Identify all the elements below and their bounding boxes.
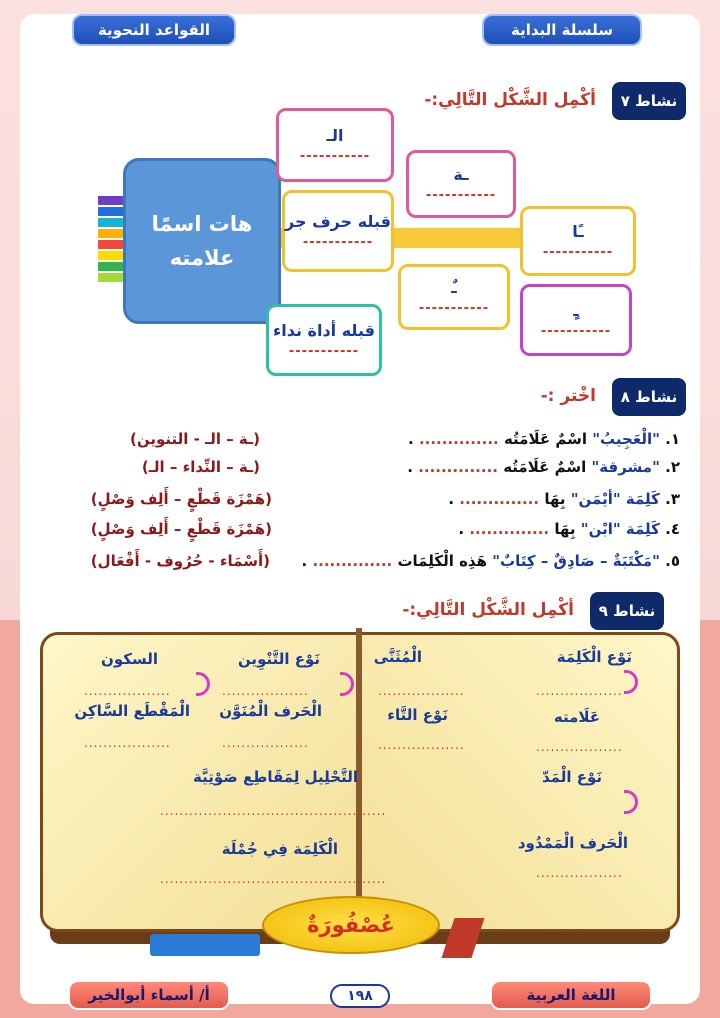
blank[interactable]: .................. [84, 736, 171, 750]
cell-in-sentence: الْكَلِمَة فِي جُمْلَة [221, 840, 338, 858]
blank[interactable]: .................. [84, 684, 171, 698]
header-right-title: سلسلة البداية [482, 14, 642, 46]
page-number: ١٩٨ [330, 984, 390, 1008]
center-box [123, 158, 281, 324]
activity7-title: أكْمِل الشَّكْل التَّالِي:- [424, 90, 596, 110]
blank[interactable]: .................. [536, 740, 623, 754]
cell-sign: عَلَامته [553, 708, 600, 726]
activity8-title: اخْتر :- [540, 386, 596, 406]
blank[interactable]: ----------- [288, 344, 360, 359]
box-taa: ـة ----------- [406, 150, 516, 218]
blank[interactable]: .................. [536, 684, 623, 698]
activity8-item-3: ٣. كَلِمَة "أيْمَن" بِهَا .............. . [448, 490, 680, 508]
blank[interactable]: ............................................... [160, 804, 387, 818]
activity8-options-5: (أَسْمَاء - حُرُوف - أَفْعَال) [90, 552, 270, 570]
blank[interactable]: .................. [222, 736, 309, 750]
cell-word-type: نَوْع الْكَلِمَة [556, 648, 632, 666]
cell-tanween-letter: الْحَرف الْمُنَوَّن [219, 702, 322, 720]
blank[interactable]: ----------- [425, 188, 497, 203]
footer-subject: اللغة العربية [490, 980, 652, 1010]
box-al: الـ ----------- [276, 108, 394, 182]
activity8-item-5: ٥. "مَكْتَبَةٌ – صَادِقٌ – كِتَابٌ" هَذِه الْكَلِمَات .............. . [301, 552, 680, 570]
center-text-2: علامته [169, 246, 235, 270]
activity8-item-2: ٢. "مشرقة" اسْمٌ عَلَامَتُه .............. . [407, 458, 680, 476]
activity8-tag: نشاط ٨ [612, 378, 686, 416]
blank[interactable]: .................. [222, 684, 309, 698]
blank[interactable]: ----------- [418, 301, 490, 316]
box-nidaa: قبله أداة نداء ----------- [266, 304, 382, 376]
blank[interactable]: .................. [378, 684, 465, 698]
activity9-tag: نشاط ٩ [590, 592, 664, 630]
header-left-title: القواعد النحوية [72, 14, 236, 46]
blank[interactable]: .............. [418, 430, 499, 448]
box-tanween-damm: ـٌ ----------- [398, 264, 510, 330]
cell-sukoon: السكون [101, 650, 158, 668]
blank[interactable]: ----------- [299, 149, 371, 164]
blank[interactable]: ----------- [540, 324, 612, 339]
target-word-badge: عُصْفُورَةٌ [262, 896, 440, 954]
cell-taa-type: نَوْع التَّاء [387, 706, 448, 724]
cell-tanween-type: نَوْع التَّنْوِين [237, 650, 320, 668]
activity8-options-1: (ـة – الـ - التنوين) [129, 430, 260, 448]
box-tanween-fath: ـًا ----------- [520, 206, 636, 276]
box-harf-jar: قبله حرف جر ----------- [282, 190, 394, 272]
blank[interactable]: .................. [536, 866, 623, 880]
activity9-title: أكْمِل الشَّكْل التَّالِي:- [402, 600, 574, 620]
cell-sakin-syllable: الْمَقْطَع السَّاكِن [74, 702, 190, 720]
blank[interactable]: ----------- [302, 235, 374, 250]
blank[interactable]: .............. [312, 552, 393, 570]
bookmark-blue [150, 934, 260, 956]
cell-madd-type: نَوْع الْمَدّ [542, 768, 602, 786]
blank[interactable]: ............................................... [160, 872, 387, 886]
footer-author: أ/ أسماء أبوالخير [68, 980, 230, 1010]
blank[interactable]: .............. [469, 520, 550, 538]
box-tanween-kasr: ـٍ ----------- [520, 284, 632, 356]
activity7-tag: نشاط ٧ [612, 82, 686, 120]
blank[interactable]: ----------- [542, 245, 614, 260]
cell-analysis: التَّحْلِيل لِمَقَاطِع صَوْتِيَّة [192, 768, 358, 786]
center-text-1: هات اسمًا [151, 212, 253, 236]
cell-dual: الْمُثَنَّى [373, 648, 422, 666]
blank[interactable]: .............. [459, 490, 540, 508]
activity8-options-2: (ـة – النِّداء – الـ) [141, 458, 260, 476]
activity8-item-4: ٤. كَلِمَة "ابْن" بِهَا .............. . [458, 520, 680, 538]
activity8-options-3: (هَمْزَة قَطْعٍ – أَلِف وَصْلٍ) [90, 490, 272, 508]
cell-madd-letter: الْحَرف الْمَمْدُود [517, 834, 628, 852]
blank[interactable]: .............. [418, 458, 498, 476]
activity8-item-1: ١. "الْعَجِيبُ" اسْمٌ عَلَامَتُه .............. . [408, 430, 680, 448]
activity8-options-4: (هَمْزَة قَطْعٍ – أَلِف وَصْلٍ) [90, 520, 272, 538]
blank[interactable]: .................. [378, 738, 465, 752]
